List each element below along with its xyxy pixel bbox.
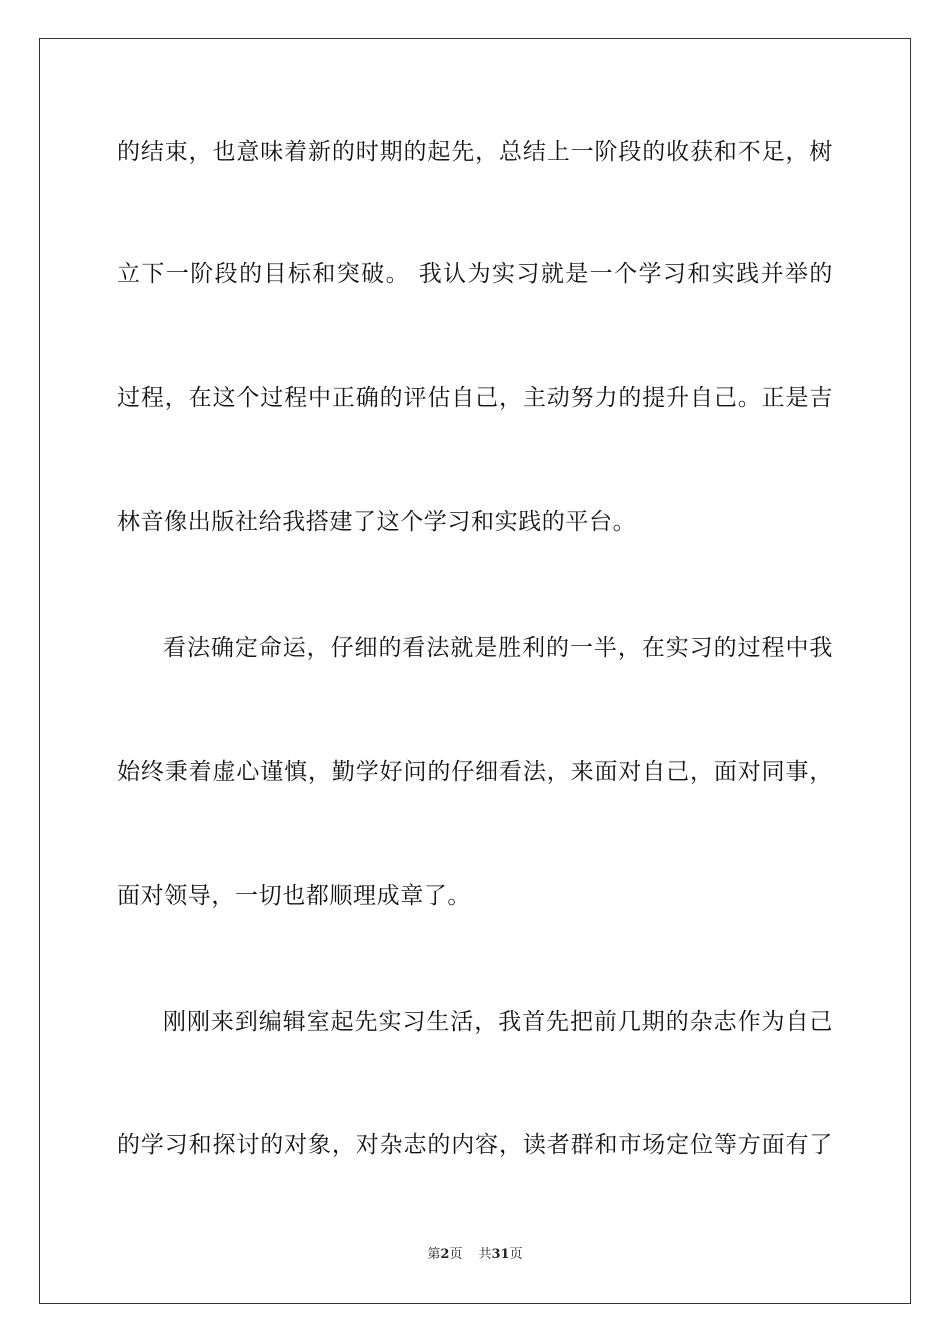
page-footer xyxy=(0,1246,950,1264)
text-line: 始终秉着虚心谨慎，勤学好问的仔细看法，来面对自己，面对同事， xyxy=(117,759,833,785)
text-line: 的学习和探讨的对象，对杂志的内容，读者群和市场定位等方面有了 xyxy=(117,1132,833,1158)
text-line: 的结束，也意味着新的时期的起先，总结上一阶段的收获和不足，树 xyxy=(117,139,833,165)
page-frame xyxy=(39,38,911,1304)
text-line: 过程，在这个过程中正确的评估自己，主动努力的提升自己。正是吉 xyxy=(117,385,833,411)
page-number: 2 xyxy=(440,1247,450,1262)
paragraph-first-line: 刚刚来到编辑室起先实习生活，我首先把前几期的杂志作为自己 xyxy=(163,1009,833,1035)
total-suffix: 页 xyxy=(509,1247,523,1262)
page-suffix: 页 xyxy=(449,1247,463,1262)
text-line: 立下一阶段的目标和突破。 我认为实习就是一个学习和实践并举的 xyxy=(117,261,833,287)
total-pages: 31 xyxy=(491,1247,510,1262)
total-prefix: 共 xyxy=(478,1247,492,1262)
text-line: 面对领导，一切也都顺理成章了。 xyxy=(117,883,471,909)
paragraph-first-line: 看法确定命运，仔细的看法就是胜利的一半，在实习的过程中我 xyxy=(163,635,833,661)
page-prefix: 第 xyxy=(427,1247,441,1262)
text-line: 林音像出版社给我搭建了这个学习和实践的平台。 xyxy=(117,509,637,535)
